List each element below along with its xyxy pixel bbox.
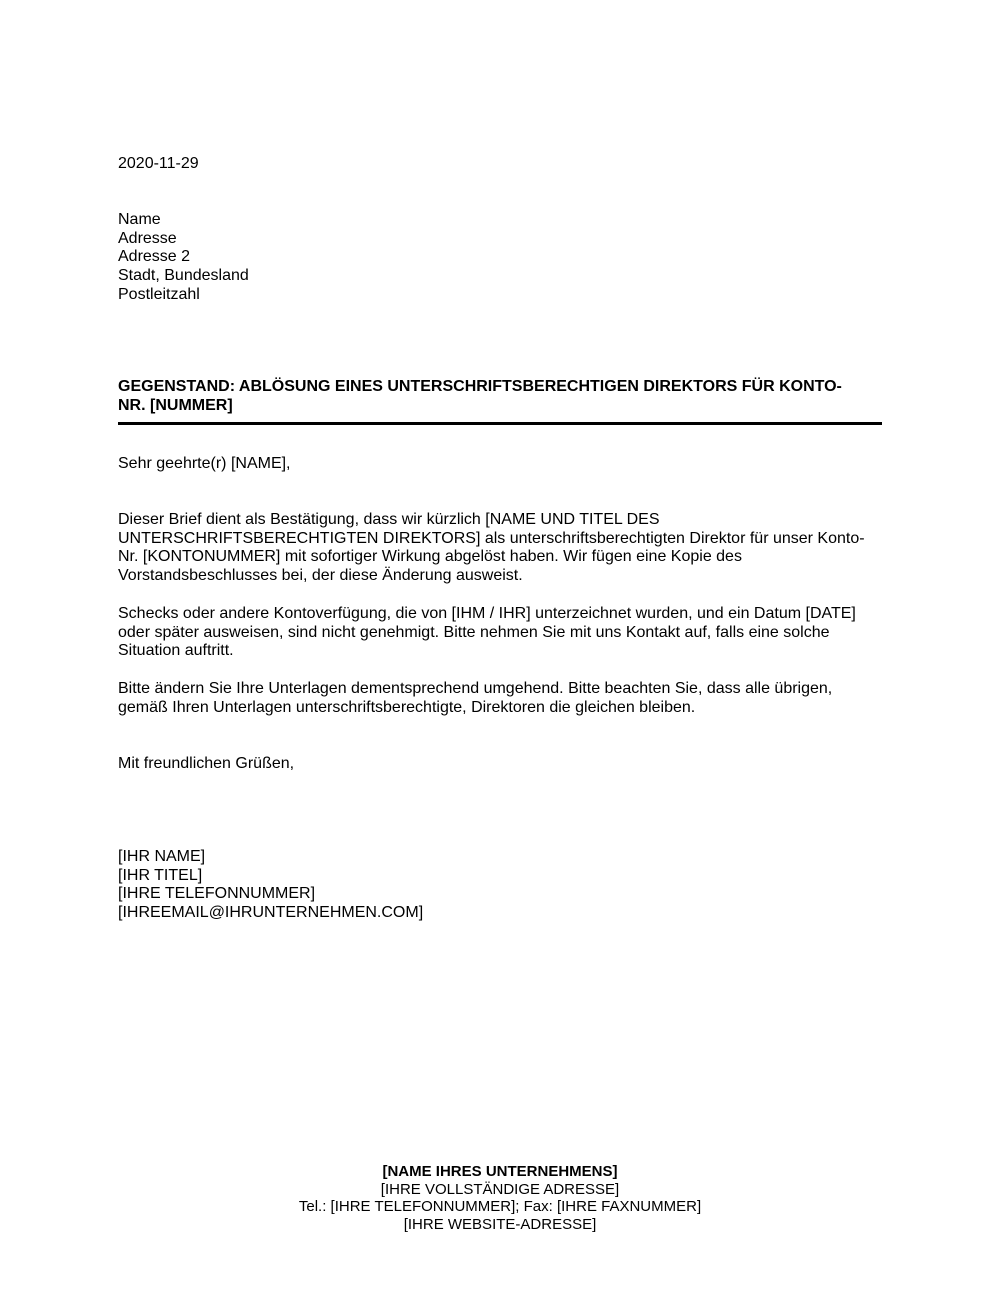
- company-footer: [0, 1163, 1000, 1233]
- recipient-name: Name: [118, 211, 161, 228]
- paragraph-line: Vorstandsbeschlusses bei, der diese Änderung ausweist.: [118, 567, 523, 585]
- sender-title: [IHR TITEL]: [118, 866, 203, 884]
- paragraph-line: Situation auftritt.: [118, 642, 234, 660]
- paragraph-line: oder später ausweisen, sind nicht genehmigt. Bitte nehmen Sie mit uns Kontakt auf, falls eine solche: [118, 623, 830, 641]
- paragraph-line: UNTERSCHRIFTSBERECHTIGTEN DIREKTORS] als unterschriftsberechtigten Direktor für unser Konto-: [118, 529, 865, 547]
- recipient-address-block: [118, 211, 249, 304]
- footer-contact: Tel.: [IHRE TELEFONNUMMER]; Fax: [IHRE FAXNUMMER]: [298, 1198, 702, 1215]
- sender-name: [IHR NAME]: [118, 848, 206, 865]
- recipient-postal-code: Postleitzahl: [118, 285, 200, 303]
- paragraph-line: Schecks oder andere Kontoverfügung, die von [IHM / IHR] unterzeichnet wurden, und ein Datum [DATE]: [118, 605, 856, 622]
- subject-line-1: GEGENSTAND: ABLÖSUNG EINES UNTERSCHRIFTSBERECHTIGEN DIREKTORS FÜR KONTO-: [118, 378, 842, 395]
- recipient-address-line-2: Adresse 2: [118, 248, 191, 266]
- paragraph-line: gemäß Ihren Unterlagen unterschriftsberechtigte, Direktoren die gleichen bleiben.: [118, 698, 696, 716]
- footer-website: [IHRE WEBSITE-ADRESSE]: [403, 1215, 597, 1233]
- salutation: Sehr geehrte(r) [NAME],: [118, 455, 291, 472]
- subject-line-2: NR. [NUMMER]: [118, 396, 233, 414]
- footer-address: [IHRE VOLLSTÄNDIGE ADRESSE]: [380, 1180, 620, 1198]
- letter-date: 2020-11-29: [118, 155, 199, 172]
- body-paragraph-1: [118, 511, 882, 586]
- closing: Mit freundlichen Grüßen,: [118, 755, 295, 772]
- recipient-city-state: Stadt, Bundesland: [118, 267, 249, 285]
- signature-block: [118, 848, 423, 923]
- sender-email: [IHREEMAIL@IHRUNTERNEHMEN.COM]: [118, 904, 424, 922]
- subject-divider: [118, 422, 882, 425]
- footer-company-name: [NAME IHRES UNTERNEHMENS]: [382, 1163, 618, 1180]
- sender-phone: [IHRE TELEFONNUMMER]: [118, 885, 316, 903]
- paragraph-line: Bitte ändern Sie Ihre Unterlagen dementsprechend umgehend. Bitte beachten Sie, dass alle übrigen,: [118, 680, 833, 697]
- paragraph-line: Nr. [KONTONUMMER] mit sofortiger Wirkung abgelöst haben. Wir fügen eine Kopie des: [118, 548, 742, 566]
- body-paragraph-3: [118, 680, 882, 717]
- recipient-address-line-1: Adresse: [118, 229, 177, 247]
- subject-heading: [118, 378, 882, 415]
- paragraph-line: Dieser Brief dient als Bestätigung, dass wir kürzlich [NAME UND TITEL DES: [118, 511, 660, 528]
- body-paragraph-2: [118, 605, 882, 661]
